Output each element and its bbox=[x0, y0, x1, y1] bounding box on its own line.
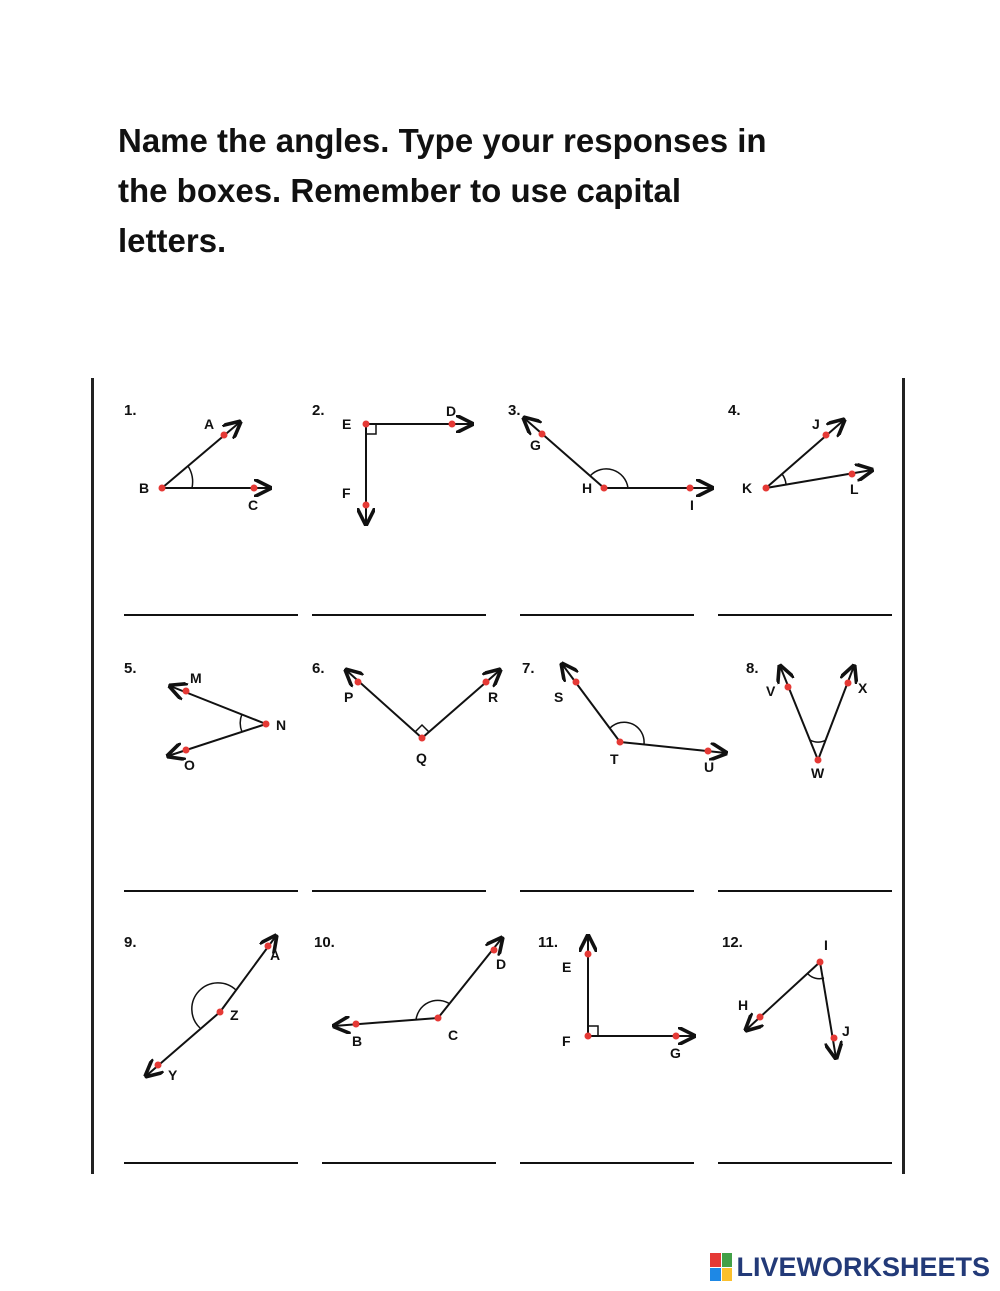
label-e: E bbox=[562, 959, 572, 975]
angle-diagram bbox=[508, 402, 718, 602]
point-c bbox=[435, 1015, 442, 1022]
label-d: D bbox=[496, 956, 507, 972]
label-e: E bbox=[342, 416, 352, 432]
exercise-number: 12. bbox=[722, 934, 743, 951]
label-c: C bbox=[248, 497, 259, 513]
answer-input-12[interactable] bbox=[718, 1134, 892, 1164]
point-o bbox=[183, 747, 190, 754]
point-z bbox=[217, 1009, 224, 1016]
point-x bbox=[845, 680, 852, 687]
exercise-8 bbox=[746, 660, 936, 930]
exercise-number: 10. bbox=[314, 934, 335, 951]
angle-diagram bbox=[124, 402, 314, 602]
point-d bbox=[449, 421, 456, 428]
label-h: H bbox=[738, 997, 749, 1013]
answer-input-7[interactable] bbox=[520, 862, 694, 892]
label-p: P bbox=[344, 689, 354, 705]
exercise-7 bbox=[522, 660, 715, 930]
exercise-10 bbox=[314, 934, 507, 1204]
point-l bbox=[849, 471, 856, 478]
label-h: H bbox=[582, 480, 593, 496]
point-c bbox=[251, 485, 258, 492]
point-k bbox=[763, 485, 770, 492]
exercise-number: 7. bbox=[522, 660, 535, 677]
instructions-line-1: Name the angles. Type your responses in bbox=[118, 122, 767, 159]
point-i bbox=[687, 485, 694, 492]
label-y: Y bbox=[168, 1067, 178, 1083]
label-j: J bbox=[812, 416, 820, 432]
label-n: N bbox=[276, 717, 287, 733]
exercise-number: 3. bbox=[508, 402, 521, 419]
label-s: S bbox=[554, 689, 564, 705]
label-g: G bbox=[670, 1045, 681, 1061]
label-b: B bbox=[352, 1033, 363, 1049]
point-s bbox=[573, 679, 580, 686]
exercise-number: 2. bbox=[312, 402, 325, 419]
exercise-9 bbox=[124, 934, 314, 1204]
exercise-number: 8. bbox=[746, 660, 759, 677]
answer-input-6[interactable] bbox=[312, 862, 486, 892]
label-i: I bbox=[690, 497, 694, 513]
label-q: Q bbox=[416, 750, 427, 766]
exercise-12 bbox=[722, 934, 912, 1204]
label-v: V bbox=[766, 683, 776, 699]
point-n bbox=[263, 721, 270, 728]
label-d: D bbox=[446, 403, 457, 419]
label-r: R bbox=[488, 689, 499, 705]
point-r bbox=[483, 679, 490, 686]
exercise-number: 1. bbox=[124, 402, 137, 419]
point-m bbox=[183, 688, 190, 695]
label-a: A bbox=[270, 947, 281, 963]
point-g bbox=[673, 1033, 680, 1040]
angle-diagram bbox=[312, 402, 502, 602]
label-j: J bbox=[842, 1023, 850, 1039]
point-y bbox=[155, 1062, 162, 1069]
point-j bbox=[831, 1035, 838, 1042]
exercise-3 bbox=[508, 402, 698, 672]
answer-input-3[interactable] bbox=[520, 586, 694, 616]
exercise-1 bbox=[124, 402, 314, 672]
answer-input-4[interactable] bbox=[718, 586, 892, 616]
exercise-number: 5. bbox=[124, 660, 137, 677]
label-m: M bbox=[190, 670, 202, 686]
answer-input-5[interactable] bbox=[124, 862, 298, 892]
exercise-5 bbox=[124, 660, 314, 930]
angle-diagram bbox=[538, 934, 708, 1134]
answer-input-9[interactable] bbox=[124, 1134, 298, 1164]
angle-diagram bbox=[522, 660, 732, 860]
answer-input-1[interactable] bbox=[124, 586, 298, 616]
exercise-number: 11. bbox=[538, 934, 559, 951]
point-q bbox=[419, 735, 426, 742]
label-f: F bbox=[562, 1033, 571, 1049]
point-p bbox=[355, 679, 362, 686]
exercise-number: 4. bbox=[728, 402, 741, 419]
point-e bbox=[585, 951, 592, 958]
point-h bbox=[757, 1014, 764, 1021]
liveworksheets-logo bbox=[710, 1250, 990, 1284]
exercise-number: 6. bbox=[312, 660, 325, 677]
point-a bbox=[221, 432, 228, 439]
logo-badge-icon bbox=[710, 1253, 732, 1281]
point-j bbox=[823, 432, 830, 439]
instructions-line-2: the boxes. Remember to use capital bbox=[118, 172, 682, 209]
point-e bbox=[363, 421, 370, 428]
exercise-4 bbox=[728, 402, 918, 672]
instructions bbox=[118, 116, 878, 266]
point-f bbox=[585, 1033, 592, 1040]
point-d bbox=[491, 947, 498, 954]
point-h bbox=[601, 485, 608, 492]
instructions-line-3: letters. bbox=[118, 222, 227, 259]
exercise-2 bbox=[312, 402, 502, 672]
exercise-number: 9. bbox=[124, 934, 137, 951]
answer-input-2[interactable] bbox=[312, 586, 486, 616]
label-g: G bbox=[530, 437, 541, 453]
logo-text: LIVEWORKSHEETS bbox=[736, 1251, 990, 1282]
answer-input-11[interactable] bbox=[520, 1134, 694, 1164]
answer-input-10[interactable] bbox=[322, 1134, 496, 1164]
angle-diagram bbox=[746, 660, 896, 860]
label-a: A bbox=[204, 416, 215, 432]
label-l: L bbox=[850, 481, 859, 497]
angle-diagram bbox=[314, 934, 507, 1134]
label-u: U bbox=[704, 759, 715, 775]
angle-diagram bbox=[124, 934, 314, 1134]
left-border-line bbox=[91, 378, 94, 1174]
label-k: K bbox=[742, 480, 753, 496]
exercise-6 bbox=[312, 660, 502, 930]
point-v bbox=[785, 684, 792, 691]
point-u bbox=[705, 748, 712, 755]
point-i bbox=[817, 959, 824, 966]
exercise-11 bbox=[538, 934, 728, 1204]
label-i: I bbox=[824, 937, 828, 953]
label-b: B bbox=[139, 480, 150, 496]
label-w: W bbox=[811, 765, 825, 781]
point-w bbox=[815, 757, 822, 764]
point-b bbox=[159, 485, 166, 492]
point-f bbox=[363, 502, 370, 509]
label-c: C bbox=[448, 1027, 459, 1043]
answer-input-8[interactable] bbox=[718, 862, 892, 892]
label-t: T bbox=[610, 751, 619, 767]
label-o: O bbox=[184, 757, 195, 773]
angle-diagram bbox=[728, 402, 898, 602]
angle-diagram bbox=[722, 934, 892, 1134]
label-x: X bbox=[858, 680, 868, 696]
label-z: Z bbox=[230, 1007, 239, 1023]
point-b bbox=[353, 1021, 360, 1028]
label-f: F bbox=[342, 485, 351, 501]
angle-diagram bbox=[124, 660, 314, 860]
angle-diagram bbox=[312, 660, 502, 860]
point-t bbox=[617, 739, 624, 746]
